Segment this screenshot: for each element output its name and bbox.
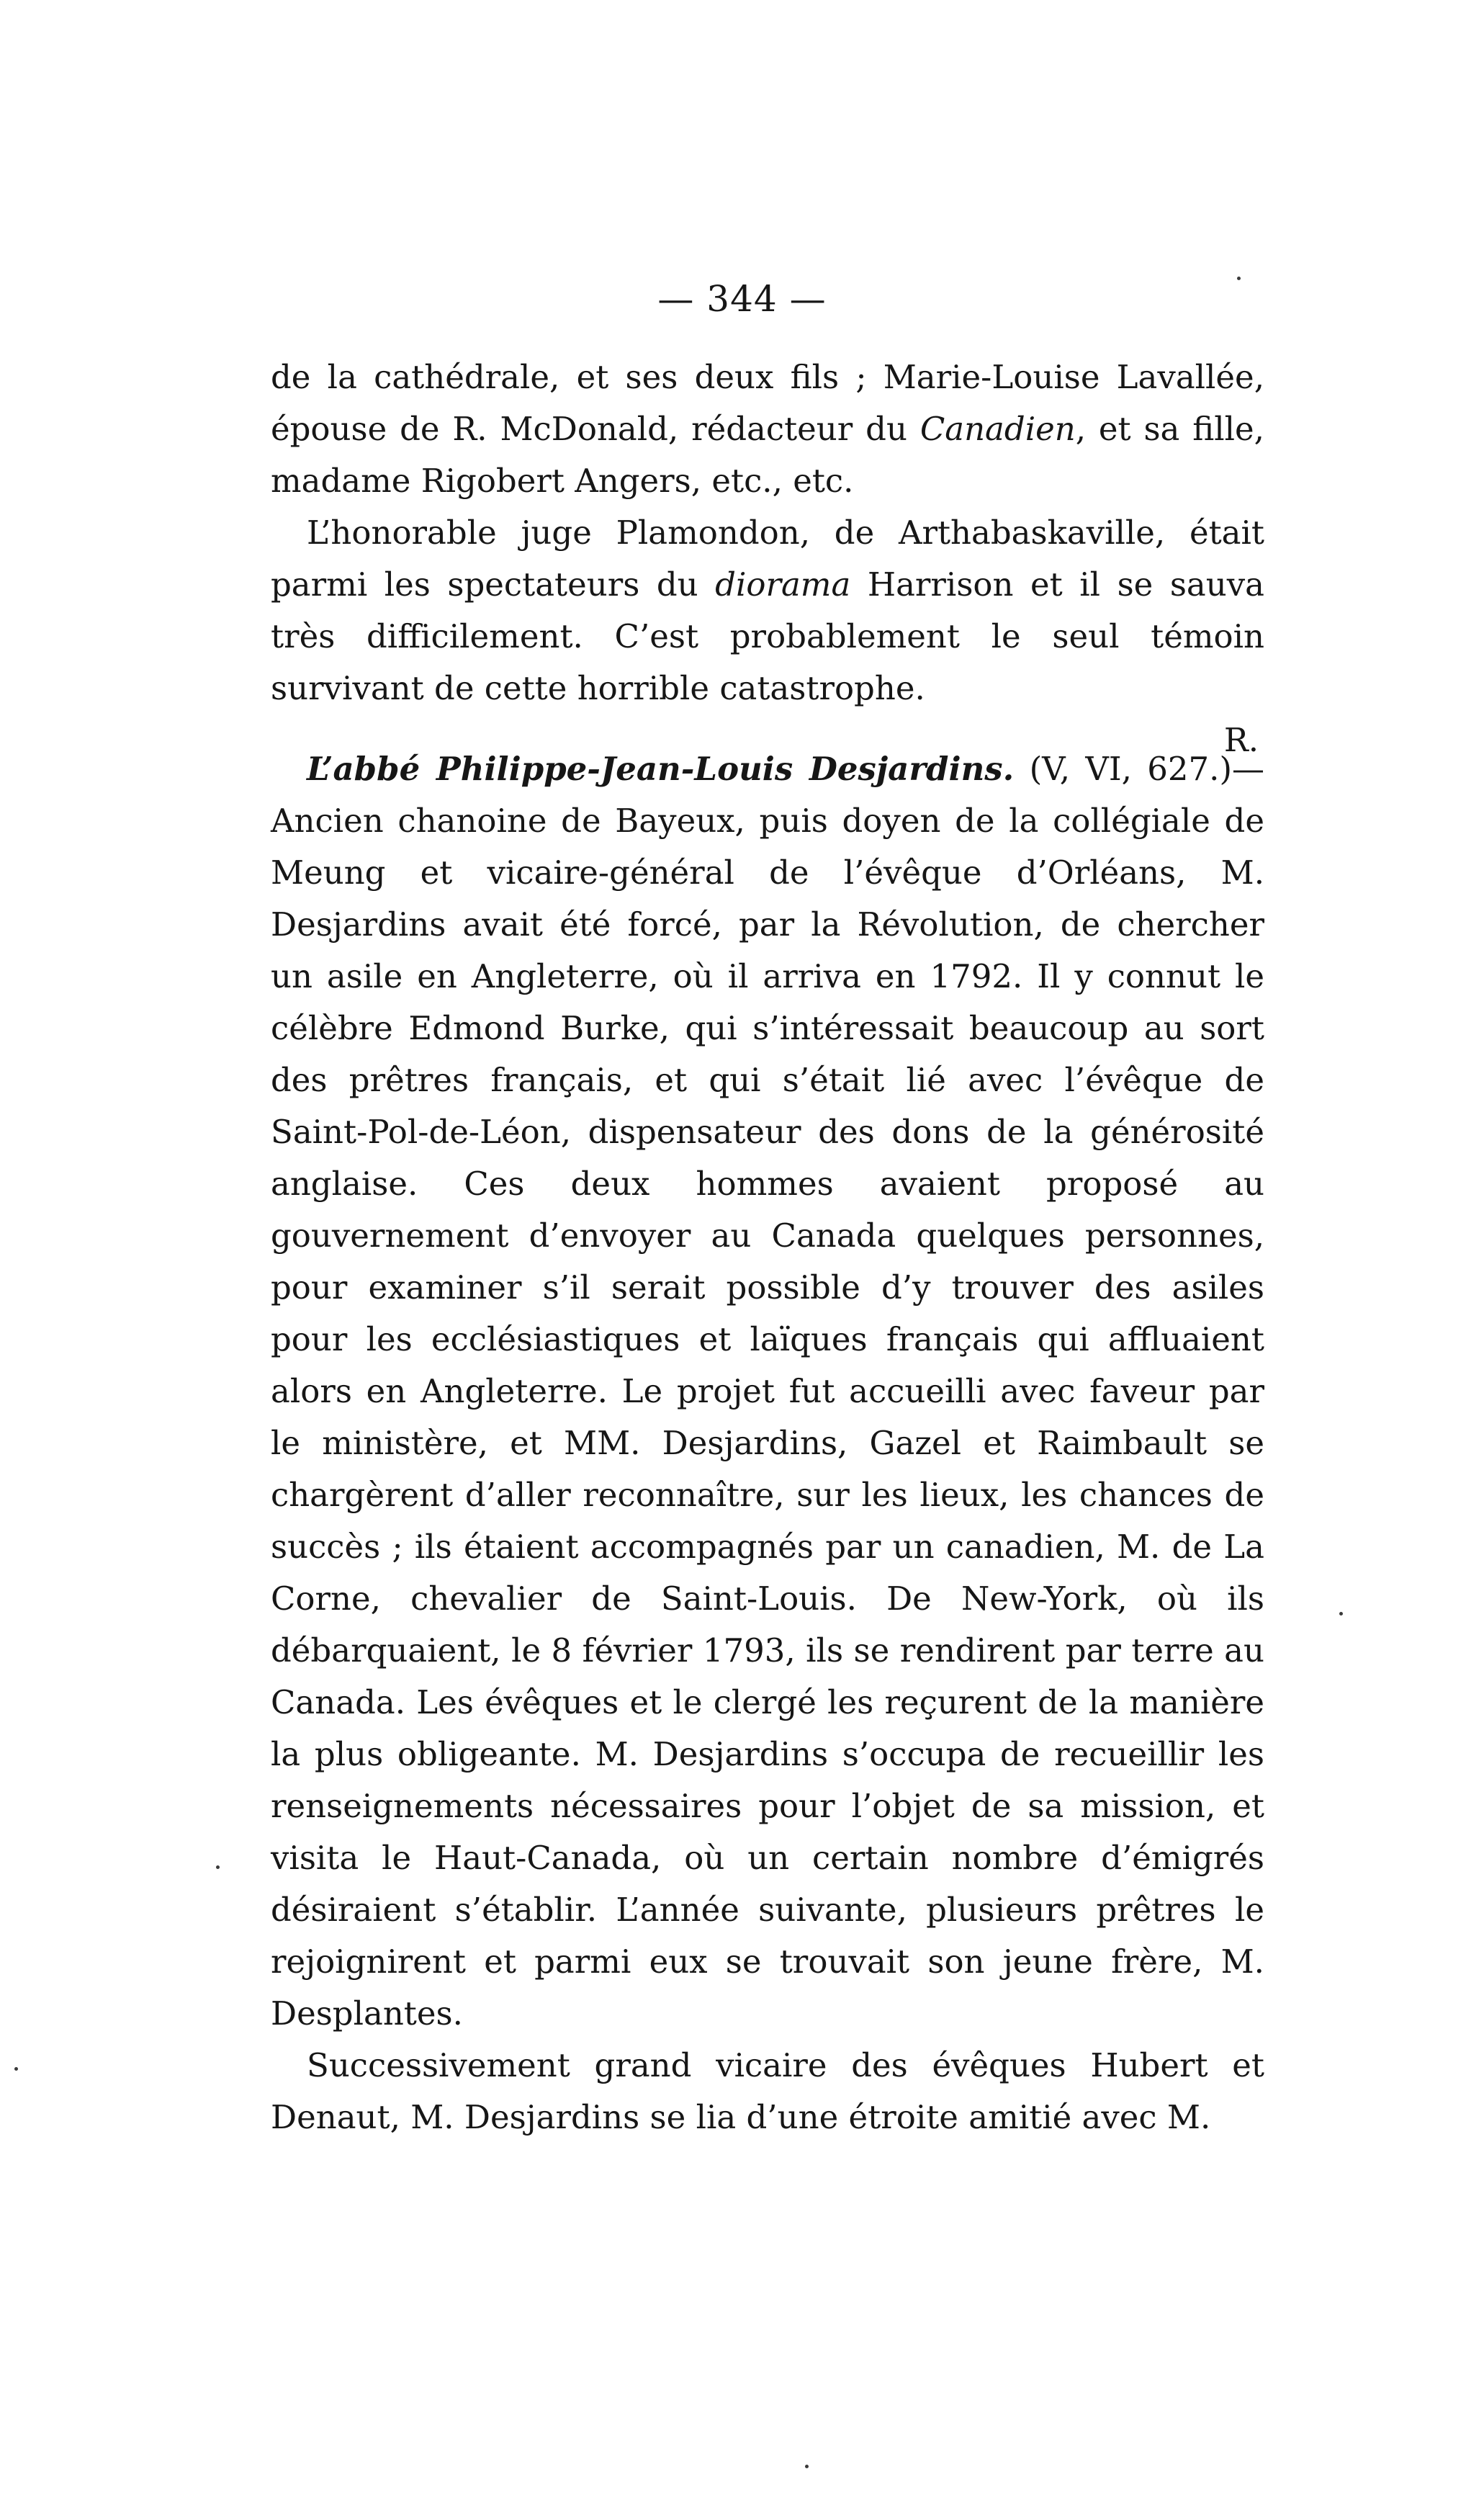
entry-heading: L’abbé Philippe-Jean-Louis Desjardins. [307,750,1015,788]
paragraph-text: , et sa fille, madame Rigobert Angers, etc., etc. [271,410,1264,500]
page-number: — 344 — [657,278,827,320]
paragraph-continuation [271,351,1264,507]
paragraph-plamondon [271,507,1264,714]
print-speck [1237,277,1241,280]
text-block-top [271,351,1264,766]
print-speck [216,1865,220,1869]
author-signature: R. [1223,721,1259,759]
print-speck [805,2465,809,2468]
paragraph-successivement: Successivement grand vicaire des évêques Hubert et Denaut, M. Desjardins se lia d’une étroite amitié avec M. [271,2046,1264,2136]
paragraph-text: L’honorable juge Plamondon, de Arthabaskaville, était parmi les spectateurs du [271,514,1264,604]
diorama-title: diorama [715,565,851,604]
paragraph-text: Harrison et il se sauva très difficilement. C’est probablement le seul témoin survivant de cette horrible catastrophe. [271,565,1264,707]
entry-body: (V, VI, 627.)—Ancien chanoine de Bayeux, puis doyen de la collégiale de Meung et vicaire-général de l’évêque d’Orléans, M. Desjardins avait été forcé, par la Révolution, de chercher un asile en Angleterre, où il arriva en 1792. Il y connut le célèbre Edmond Burke, qui s’intéressait beaucoup au sort des prêtres français, et qui s’était lié avec l’évêque de Saint-Pol-de-Léon, dispensateur des dons de la générosité anglaise. Ces deux hommes avaient proposé au gouvernement d’envoyer au Canada quelques personnes, pour examiner s’il serait possible d’y trouver des asiles pour les ecclésiastiques et laïques français qui affluaient alors en Angleterre. Le projet fut accueilli avec faveur par le ministère, et MM. Desjardins, Gazel et Raimbault se chargèrent d’aller reconnaître, sur les lieux, les chances de succès ; ils étaient accompagnés par un canadien, M. de La Corne, chevalier de Saint-Louis. De New-York, où ils débarquaient, le 8 février 1793, ils se rendirent par terre au Canada. Les évêques et le clergé les reçurent de la manière la plus obligeante. M. Desjardins s’occupa de recueillir les renseignements nécessaires pour l’objet de sa mission, et visita le Haut-Canada, où un certain nombre d’émigrés désiraient s’établir. L’année suivante, plusieurs prêtres le rejoignirent et parmi eux se trouvait son jeune frère, M. Desplantes. [271,750,1264,2033]
text-block-entry [271,743,1264,2143]
entry-desjardins [271,743,1264,2040]
paragraph-text: de la cathédrale, et ses deux fils ; Marie-Louise Lavallée, épouse de R. McDonald, rédacteur du [271,358,1264,448]
print-speck [1339,1612,1343,1616]
print-speck [14,2067,18,2071]
newspaper-title: Canadien [919,410,1076,448]
